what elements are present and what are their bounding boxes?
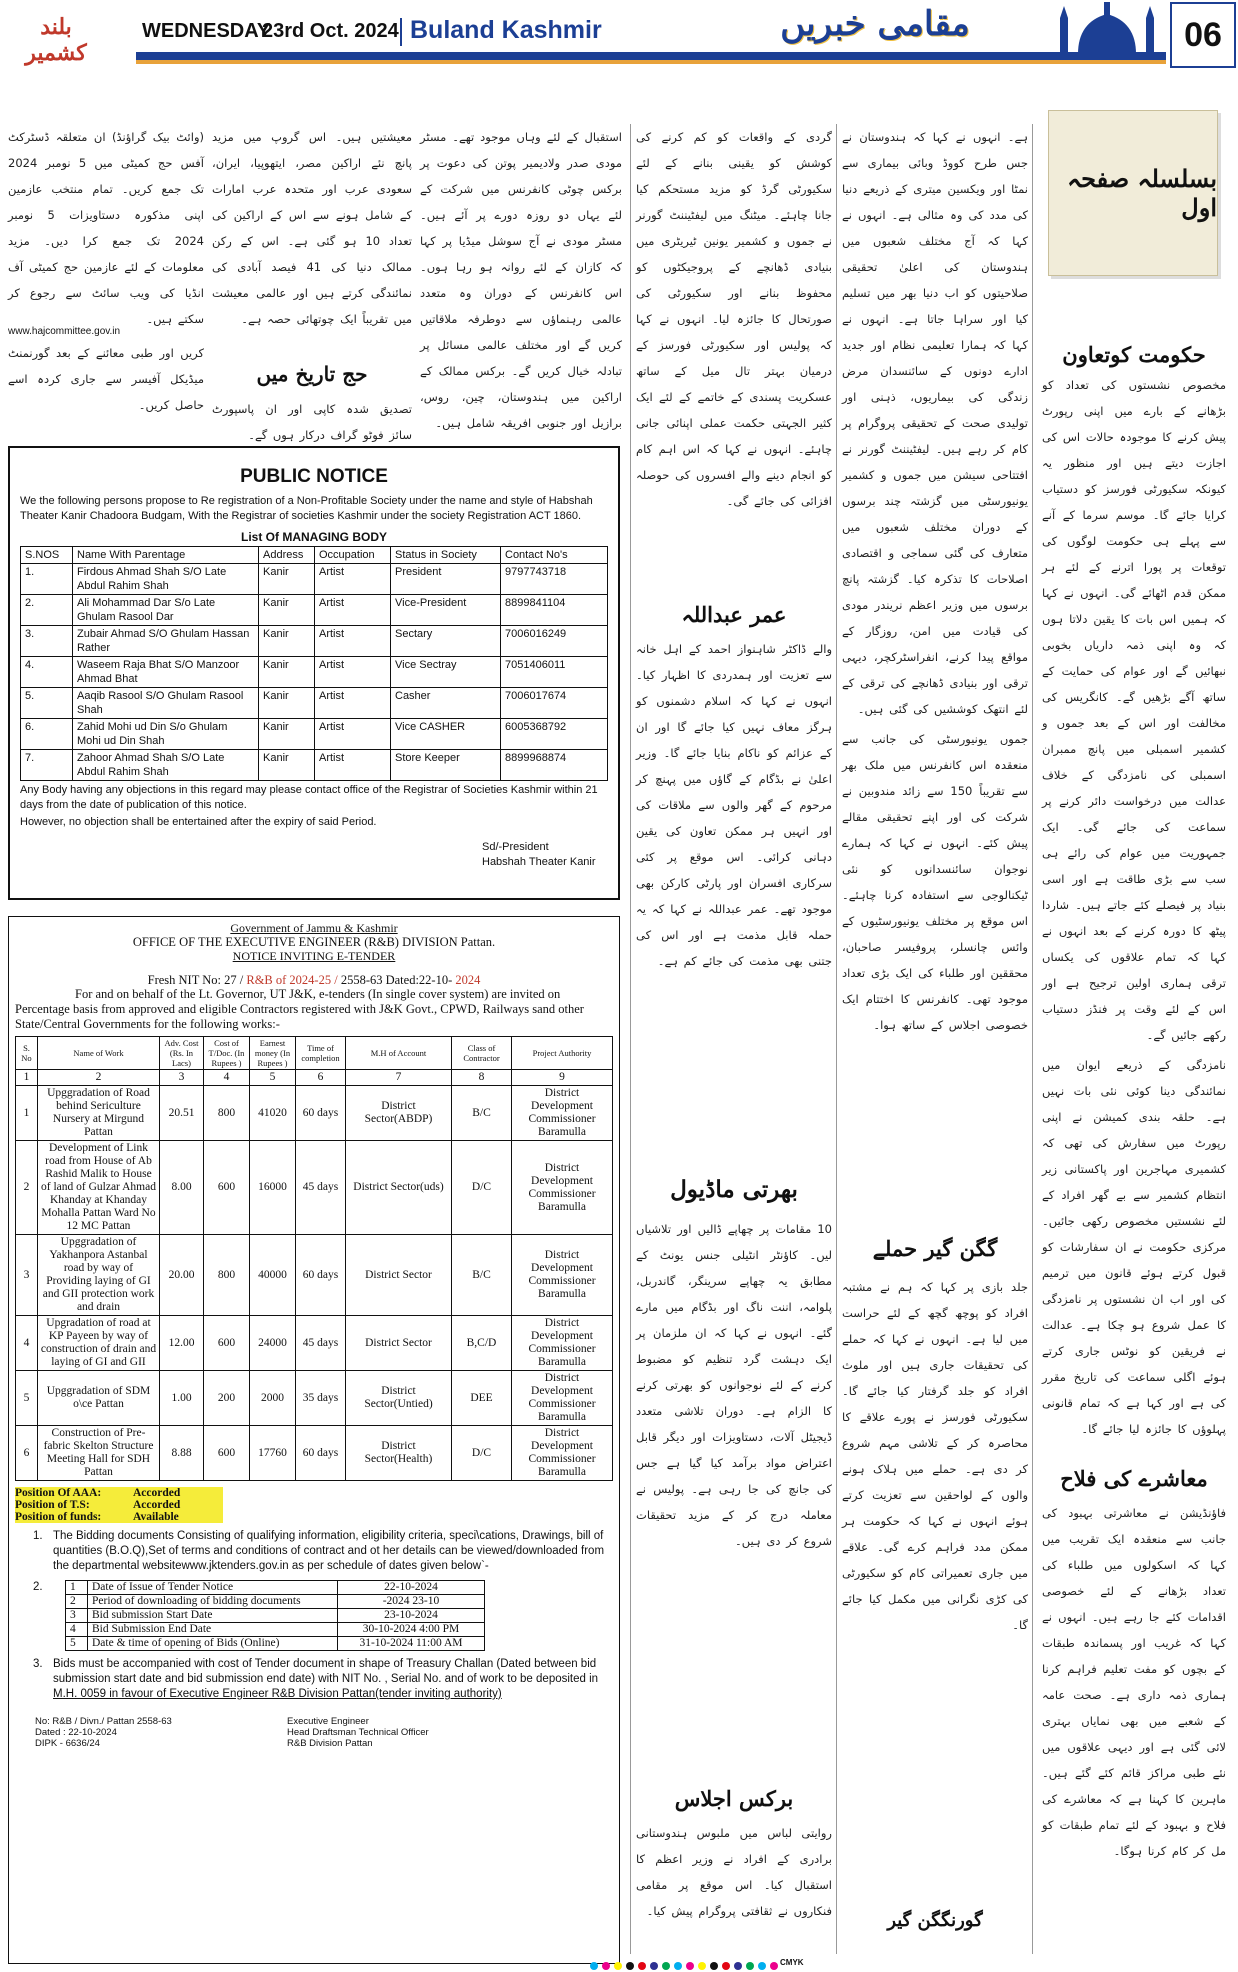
column-number: 9 (512, 1070, 613, 1086)
table-cell: 800 (204, 1086, 250, 1141)
public-notice-footer: Any Body having any objections in this regard may please contact office of the Registrar of Societies Kashmir within 21 days from the date of publication of this notice. (20, 784, 598, 811)
table-cell: Vice CASHER (391, 719, 501, 750)
table-cell: Waseem Raja Bhat S/O Manzoor Ahmad Bhat (73, 657, 259, 688)
position-row (15, 1511, 613, 1523)
table-cell: 45 days (296, 1316, 346, 1371)
table-cell: Store Keeper (391, 750, 501, 781)
registration-dot (662, 1962, 670, 1970)
column-header: Occupation (315, 547, 391, 564)
registration-dot (614, 1962, 622, 1970)
article-text: جموں یونیورسٹی کی جانب سے منعقدہ اس کانفرنس میں ملک بھر سے تقریباً 150 سے زائد مندوبین نے شرکت کی اور اپنے تحقیقی مقالے پیش کئے۔ انہوں نے کہا کہ ہمارے نوجوان سائنسدانوں کو نئی ٹیکنالوجی سے استفادہ کرنا چاہئے۔ اس موقع پر مختلف یونیورسٹیوں کے وائس چانسلر، پروفیسر صاحبان، محققین اور طلباء کی ایک بڑی تعداد موجود تھی۔ کانفرنس کا اختتام ایک خصوصی اجلاس کے ساتھ ہوا۔ (842, 732, 1028, 1032)
column-number: 4 (204, 1070, 250, 1086)
managing-body-table (20, 546, 608, 781)
table-cell: 12.00 (160, 1316, 204, 1371)
table-header-row (21, 547, 608, 564)
footer-line: Head Draftsman Technical Officer (287, 1727, 429, 1738)
table-cell: 7051406011 (501, 657, 608, 688)
table-cell: Date of Issue of Tender Notice (88, 1581, 338, 1595)
table-cell: President (391, 564, 501, 595)
article-column (420, 124, 622, 430)
table-cell: 7006016249 (501, 626, 608, 657)
table-cell: 17760 (250, 1426, 296, 1481)
table-cell: Zahoor Ahmad Shah S/O Late Abdul Rahim Shah (73, 750, 259, 781)
table-cell: Artist (315, 595, 391, 626)
table-cell: Artist (315, 750, 391, 781)
article-text: جلد بازی پر کہا کہ ہم نے مشتبہ افراد کو پوچھ گچھ کے لئے حراست میں لیا ہے۔ انہوں نے کہا کہ حملے کی تحقیقات جاری ہیں اور ملوث افراد کو جلد گرفتار کیا جائے گا۔ سکیورٹی فورسز نے پورے علاقے کا محاصرہ کر کے تلاشی مہم شروع کر دی ہے۔ حملے میں ہلاک ہونے والوں کے لواحقین سے تعزیت کرتے ہوئے انہوں نے کہا کہ حکومت ہر ممکن مدد فراہم کرے گی۔ علاقے میں جاری تعمیراتی کام کو سکیورٹی کی کڑی نگرانی میں مکمل کیا جائے گا۔ (842, 1280, 1028, 1632)
table-row (21, 750, 608, 781)
list-text: M.H. 0059 in favour of Executive Engineer R&B Division Pattan(tender inviting authority) (53, 1688, 502, 1700)
print-marks (0, 1962, 1238, 1972)
table-cell: Upgradation of road at KP Payeen by way of construction of drain and laying of GI and GII (38, 1316, 160, 1371)
registration-dot (722, 1962, 730, 1970)
list-number: 1. (33, 1530, 43, 1542)
table-cell: 20.51 (160, 1086, 204, 1141)
heading-recruitment-module: بھرتی ماڈیول (670, 1176, 798, 1203)
table-cell: Sectary (391, 626, 501, 657)
header-divider (400, 18, 402, 46)
table-cell: 60 days (296, 1086, 346, 1141)
column-header: S. No (16, 1037, 38, 1070)
registration-dot (770, 1962, 778, 1970)
table-cell: Upggradation of SDM o\ce Pattan (38, 1371, 160, 1426)
table-cell: 600 (204, 1426, 250, 1481)
list-text: Bids must be accompanied with cost of Tender document in shape of Treasury Challan (Dated between bid submission start date and bid submission end date) with NIT No. , Serial No. and of work to be deposited in (53, 1658, 599, 1685)
table-cell: Firdous Ahmad Shah S/O Late Abdul Rahim Shah (73, 564, 259, 595)
tender-footer-right (287, 1716, 429, 1749)
table-cell: 2000 (250, 1371, 296, 1426)
table-row (21, 719, 608, 750)
registration-dot (626, 1962, 634, 1970)
nit-part: R&B of 2024-25 / (246, 973, 341, 987)
table-cell: District Development Commissioner Baramulla (512, 1235, 613, 1316)
article-text: فاؤنڈیشن نے معاشرتی بہبود کی جانب سے منعقدہ ایک تقریب میں کہا کہ اسکولوں میں طلباء کی تعداد بڑھانے کے لئے خصوصی اقدامات کئے جا رہے ہیں۔ انہوں نے کہا کہ غریب اور پسماندہ طبقات کے بچوں کو مفت تعلیم فراہم کرنا ہماری ذمہ داری ہے۔ صحت عامہ کے شعبے میں بھی نمایاں بہتری لائی گئی ہے اور دیہی علاقوں میں نئے طبی مراکز قائم کئے گئے ہیں۔ ماہرین کا کہنا ہے کہ معاشرے کی فلاح و بہبود کے لئے تمام طبقات کو مل کر کام کرنا ہوگا۔ (1042, 1506, 1226, 1858)
registration-dot (602, 1962, 610, 1970)
table-cell: 22-10-2024 (338, 1581, 485, 1595)
table-cell: DEE (452, 1371, 512, 1426)
table-cell: Aaqib Rasool S/O Ghulam Rasool Shah (73, 688, 259, 719)
column-number: 5 (250, 1070, 296, 1086)
registration-dot (686, 1962, 694, 1970)
registration-dot (746, 1962, 754, 1970)
table-cell: -2024 23-10 (338, 1595, 485, 1609)
header-stripe-accent (136, 60, 1166, 64)
article-column (1042, 372, 1226, 1436)
table-cell: 5 (16, 1371, 38, 1426)
table-cell: District Sector(uds) (346, 1141, 452, 1235)
table-cell: 9797743718 (501, 564, 608, 595)
tender-conditions (15, 1529, 613, 1702)
table-cell: District Development Commissioner Baramulla (512, 1371, 613, 1426)
table-cell: 800 (204, 1235, 250, 1316)
tender-footer-left (35, 1716, 287, 1749)
table-cell: 2. (21, 595, 73, 626)
heading-hukumat: حکومت کوتعاون (1062, 342, 1206, 367)
table-cell: 35 days (296, 1371, 346, 1426)
masthead (0, 0, 1238, 74)
continued-ribbon: بسلسلہ صفحہ اول (1048, 110, 1218, 276)
article-column (8, 124, 204, 326)
column-header: Adv. Cost (Rs. In Lacs) (160, 1037, 204, 1070)
list-item (33, 1657, 613, 1702)
table-cell: 8899841104 (501, 595, 608, 626)
table-cell: Kanir (259, 657, 315, 688)
page-number: 06 (1170, 2, 1236, 68)
table-cell: Period of downloading of bidding documents (88, 1595, 338, 1609)
table-cell: 5. (21, 688, 73, 719)
table-cell: Ali Mohammad Dar S/o Late Ghulam Rasool Dar (73, 595, 259, 626)
table-cell: Kanir (259, 626, 315, 657)
table-cell: 8.00 (160, 1141, 204, 1235)
tender-notice (8, 916, 620, 1964)
table-cell: 5 (66, 1637, 88, 1651)
table-cell: Development of Link road from House of Ab Rashid Malik to House of land of Gulzar Ahmad Khanday at Khanday Mohalla Pattan Ward No 12 MC Pattan (38, 1141, 160, 1235)
table-cell: 20.00 (160, 1235, 204, 1316)
table-cell: Zahid Mohi ud Din S/o Ghulam Mohi ud Din Shah (73, 719, 259, 750)
nit-part: Fresh NIT No: 27 / (147, 973, 247, 987)
table-cell: 1 (66, 1581, 88, 1595)
table-cell: 1.00 (160, 1371, 204, 1426)
table-cell: 23-10-2024 (338, 1609, 485, 1623)
tender-intro: For and on behalf of the Lt. Governor, UT J&K, e-tenders (In single cover system) are invited on Percentage basis from approved and eligible Contractors registered with J&K Govt., CPWD, Railways sand other State/Central Governments for the following works:- (15, 987, 584, 1031)
article-text: معیشتیں ہیں۔ اس گروپ میں مزید پانچ نئے اراکین مصر، ایتھوپیا، ایران، سعودی عرب اور متحدہ عرب امارات کے شامل ہونے سے اس کے اراکین کی تعداد 10 ہو گئی ہے۔ اس کے رکن ممالک دنیا کی 41 فیصد آبادی کی نمائندگی کرتے ہیں اور عالمی معیشت میں تقریباً ایک چوتھائی حصہ ہے۔ (212, 130, 413, 326)
article-column (1042, 1500, 1226, 1954)
heading-gagangir: گگن گیر حملے (872, 1236, 998, 1261)
article-text: (وائٹ بیک گراؤنڈ) ان متعلقہ ڈسٹرکٹ آفس حج کمیٹی میں 5 نومبر 2024 تک جمع کریں۔ تمام منتخب عازمین اپنی مذکورہ دستاویزات 5 نومبر 2024 تک جمع کرا دیں۔ مزید معلومات کے لئے عازمین حج کمیٹی آف انڈیا کی ویب سائٹ سے رجوع کر سکتے ہیں۔ (8, 130, 204, 326)
table-row (66, 1623, 485, 1637)
table-cell: Vice Sectray (391, 657, 501, 688)
table-cell: Bid submission Start Date (88, 1609, 338, 1623)
table-body (66, 1581, 485, 1651)
article-column (212, 396, 412, 440)
position-label: Position of T.S: (15, 1499, 133, 1511)
list-item (33, 1529, 613, 1574)
table-body (21, 564, 608, 781)
public-notice-footer: However, no objection shall be entertained after the expiry of said Period. (20, 816, 377, 828)
registration-dot (638, 1962, 646, 1970)
table-cell: 600 (204, 1316, 250, 1371)
registration-dot (698, 1962, 706, 1970)
table-cell: 2 (66, 1595, 88, 1609)
table-cell: 8899968874 (501, 750, 608, 781)
section-title: مقامی خبریں (780, 4, 970, 44)
table-body (16, 1086, 613, 1481)
tender-nit-number (15, 973, 613, 987)
footer-line: Dated : 22-10-2024 (35, 1727, 117, 1738)
table-row (21, 688, 608, 719)
article-text: تصدیق شدہ کاپی اور ان پاسپورٹ سائز فوٹو گراف درکار ہوں گے۔ (212, 402, 412, 442)
position-value: Accorded (133, 1487, 223, 1499)
table-cell: District Sector(Health) (346, 1426, 452, 1481)
table-cell: D/C (452, 1426, 512, 1481)
table-cell: 3. (21, 626, 73, 657)
table-cell: 24000 (250, 1316, 296, 1371)
article-column (636, 636, 832, 1156)
table-cell: District Sector (346, 1235, 452, 1316)
table-cell: 7006017674 (501, 688, 608, 719)
heading-governor-gagangir: گورنگگن گیر (887, 1910, 983, 1931)
list-number: 3. (33, 1658, 43, 1670)
table-row (16, 1316, 613, 1371)
table-cell: District Development Commissioner Baramulla (512, 1426, 613, 1481)
header-day: WEDNESDAY (142, 20, 271, 42)
column-number: 8 (452, 1070, 512, 1086)
article-column (8, 340, 204, 440)
table-row (16, 1086, 613, 1141)
table-cell: 6005368792 (501, 719, 608, 750)
position-value: Available (133, 1511, 223, 1523)
column-header: Contact No's (501, 547, 608, 564)
table-cell: 6 (16, 1426, 38, 1481)
column-header: Cost of T/Doc. (In Rupees ) (204, 1037, 250, 1070)
table-cell: 30-10-2024 4:00 PM (338, 1623, 485, 1637)
table-cell: District Development Commissioner Baramulla (512, 1141, 613, 1235)
heading-haj-date: حج تاریخ میں (256, 362, 368, 386)
public-notice-intro: We the following persons propose to Re registration of a Non-Profitable Society under the name and style of Habshah Theater Kanir Chadoora Budgam, With the Registrar of societies Kashmir under the society Registration ACT 1860. (20, 495, 593, 522)
article-column (842, 1274, 1028, 1906)
table-cell: Casher (391, 688, 501, 719)
article-text: ہے۔ انہوں نے کہا کہ ہندوستان نے جس طرح کووڈ وبائی بیماری سے نمٹا اور ویکسین میتری کے ذریعے دنیا کی مدد کی وہ مثالی ہے۔ انہوں نے کہا کہ آج مختلف شعبوں میں ہندوستان کی اعلیٰ تحقیقی صلاحیتوں کو اب دنیا بھر میں تسلیم کیا اور سراہا جاتا ہے۔ انہوں نے کہا کہ ہمارا تعلیمی نظام اور جدید ادارے دونوں کے سائنسدان مرض زندگی کی بیماریوں، ذہنی اور تولیدی صحت کے تحقیقی پروگرام پر کام کر رہے ہیں۔ لیفٹیننٹ گورنر نے افتتاحی سیشن میں جموں و کشمیر یونیورسٹی میں گزشتہ چند برسوں کے دوران مختلف شعبوں میں متعارف کی گئی سماجی و اقتصادی اصلاحات کا تذکرہ کیا۔ گزشتہ پانچ برسوں میں وزیر اعظم نریندر مودی کی قیادت میں امن، روزگار کے مواقع پیدا کرنے، انفراسٹرکچر، دیہی ترقی اور بنیادی ڈھانچے کی ترقی کے لئے انتھک کوششیں کی گئی ہیں۔ (842, 130, 1028, 716)
table-cell: Kanir (259, 688, 315, 719)
managing-body-title: List Of MANAGING BODY (241, 530, 387, 544)
table-cell: Kanir (259, 750, 315, 781)
column-header: Status in Society (391, 547, 501, 564)
column-number: 6 (296, 1070, 346, 1086)
article-text: نامزدگی کے ذریعے ایوان میں نمائندگی دینا کوئی نئی بات نہیں ہے۔ حلقہ بندی کمیشن نے اپنی رپورٹ میں سفارش کی تھی کہ کشمیری مہاجرین اور پاکستانی زیر انتظام کشمیر سے بے گھر افراد کے لئے نشستیں مخصوص رکھی جائیں۔ مرکزی حکومت نے ان سفارشات کو قبول کرتے ہوئے قانون میں ترمیم کی اور اب ان نشستوں پر نامزدگی کا عمل شروع ہو چکا ہے۔ عدالت نے فریقین کو نوٹس جاری کرتے ہوئے اگلی سماعت کی تاریخ مقرر کی ہے اور کہا ہے کہ تمام قانونی پہلوؤں کا جائزہ لیا جائے گا۔ (1042, 1058, 1226, 1436)
tender-heading: NOTICE INVITING E-TENDER (232, 949, 396, 963)
nit-part: 2024 (455, 973, 481, 987)
table-cell: Date & time of opening of Bids (Online) (88, 1637, 338, 1651)
article-column (636, 1820, 832, 1954)
table-cell: 4. (21, 657, 73, 688)
footer-line: No: R&B / Divn./ Pattan 2558-63 (35, 1716, 172, 1727)
table-cell: Upggradation of Yakhanpora Astanbal road by way of Providing laying of GI and GII protection work and drain (38, 1235, 160, 1316)
header-date: 23rd Oct. 2024 (262, 20, 399, 42)
table-number-row (16, 1070, 613, 1086)
haj-website: www.hajcommittee.gov.in (8, 326, 121, 337)
tender-govt: Government of Jammu & Kashmir (230, 921, 398, 935)
table-cell: Artist (315, 564, 391, 595)
column-header: S.NOS (21, 547, 73, 564)
table-cell: District Sector(Untied) (346, 1371, 452, 1426)
table-row (21, 626, 608, 657)
table-cell: 1. (21, 564, 73, 595)
column-number: 3 (160, 1070, 204, 1086)
registration-dot (710, 1962, 718, 1970)
table-row (16, 1371, 613, 1426)
column-rule (630, 124, 631, 1954)
works-table (15, 1036, 613, 1481)
footer-line: Executive Engineer (287, 1716, 369, 1727)
table-cell: District Sector (346, 1316, 452, 1371)
column-header: Name With Parentage (73, 547, 259, 564)
nit-part: 2558-63 Dated:22-10- (340, 973, 456, 987)
table-cell: Construction of Pre-fabric Skelton Structure Meeting Hall for SDH Pattan (38, 1426, 160, 1481)
newspaper-logo: بلند کشمیر (25, 14, 87, 66)
table-cell: B,C/D (452, 1316, 512, 1371)
signature-line: Habshah Theater Kanir (482, 856, 596, 868)
article-text: 10 مقامات پر چھاپے ڈالیں اور تلاشیاں لیں۔ کاؤنٹر انٹیلی جنس یونٹ کے مطابق یہ چھاپے سرینگر، گاندربل، پلوامہ، اننت ناگ اور بڈگام میں مارے گئے۔ انہوں نے کہا کہ ان ملزمان پر ایک دہشت گرد تنظیم کو مضبوط کرنے کے لئے نوجوانوں کو بھرتی کرنے کا الزام ہے۔ دوران تلاشی متعدد ڈیجیٹل آلات، دستاویزات اور دیگر قابل اعتراض مواد برآمد کیا گیا ہے جس کی جانچ کی جا رہی ہے۔ پولیس نے معاملہ درج کر کے مزید تحقیقات شروع کر دی ہیں۔ (636, 1222, 832, 1548)
header-paper-name: Buland Kashmir (410, 16, 602, 44)
table-cell: Bid Submission End Date (88, 1623, 338, 1637)
table-cell: 16000 (250, 1141, 296, 1235)
position-row (15, 1487, 613, 1499)
column-number: 2 (38, 1070, 160, 1086)
table-row (66, 1637, 485, 1651)
column-header: Project Authority (512, 1037, 613, 1070)
table-cell: 60 days (296, 1426, 346, 1481)
table-cell: 2 (16, 1141, 38, 1235)
signature-line: Sd/-President (482, 841, 549, 853)
column-number: 1 (16, 1070, 38, 1086)
position-value: Accorded (133, 1499, 223, 1511)
table-row (21, 595, 608, 626)
table-cell: 600 (204, 1141, 250, 1235)
table-cell: District Development Commissioner Baramulla (512, 1086, 613, 1141)
list-number: 2. (33, 1581, 43, 1593)
table-cell: Kanir (259, 719, 315, 750)
table-cell: B/C (452, 1235, 512, 1316)
heading-muashre: معاشرے کی فلاح (1060, 1466, 1208, 1491)
table-cell: 8.88 (160, 1426, 204, 1481)
table-cell: 7. (21, 750, 73, 781)
heading-omar-abdullah: عمر عبداللہ (681, 602, 787, 627)
table-cell: 1 (16, 1086, 38, 1141)
table-cell: Artist (315, 626, 391, 657)
article-text: گردی کے واقعات کو کم کرنے کی کوشش کو یقینی بنانے کے لئے سکیورٹی گرڈ کو مزید مستحکم کیا جانا چاہئے۔ میٹنگ میں لیفٹیننٹ گورنر نے جموں و کشمیر یونین ٹیریٹری میں بنیادی ڈھانچے کے پروجیکٹوں کو محفوظ بنانے اور سکیورٹی کی صورتحال کا جائزہ لیا۔ انہوں نے کہا کہ پولیس اور سکیورٹی فورسز کے درمیان بہتر تال میل کے ساتھ عسکریت پسندی کے خاتمے کے لئے ایک کثیر الجہتی حکمت عملی اپنائی جانی چاہئے۔ انہوں نے کہا کہ اس اہم کام کو انجام دینے والے افسروں کی حوصلہ افزائی کی جائے گی۔ (636, 130, 832, 508)
footer-line: R&B Division Pattan (287, 1738, 373, 1749)
table-row (21, 564, 608, 595)
table-cell: Artist (315, 688, 391, 719)
table-cell: 41020 (250, 1086, 296, 1141)
registration-dot (590, 1962, 598, 1970)
column-header: Earnest money (In Rupees ) (250, 1037, 296, 1070)
article-text: والے ڈاکٹر شاہنواز احمد کے اہل خانہ سے تعزیت اور ہمدردی کا اظہار کیا۔ انہوں نے کہا کہ اسلام دشمنوں کو ہرگز معاف نہیں کیا جائے گا اور ان کے عزائم کو ناکام بنایا جائے گا۔ وزیر اعلیٰ نے بڈگام کے گاؤں میں پہنچ کر مرحوم کے گھر والوں سے ملاقات کی اور انہیں ہر ممکن تعاون کی یقین دہانی کرائی۔ اس موقع پر کئی سرکاری افسران اور پارٹی کارکن بھی موجود تھے۔ عمر عبداللہ نے کہا کہ یہ حملہ قابل مذمت ہے اور اس کی جتنی بھی مذمت کی جائے کم ہے۔ (636, 642, 832, 968)
table-cell: 60 days (296, 1235, 346, 1316)
table-row (66, 1609, 485, 1623)
position-label: Position Of AAA: (15, 1487, 133, 1499)
table-cell: Artist (315, 719, 391, 750)
table-cell: 45 days (296, 1141, 346, 1235)
cmyk-label: CMYK (780, 1958, 804, 1967)
table-cell: 3 (16, 1235, 38, 1316)
table-cell: 31-10-2024 11:00 AM (338, 1637, 485, 1651)
column-rule (1032, 124, 1033, 1954)
registration-dot (674, 1962, 682, 1970)
tender-office: OFFICE OF THE EXECUTIVE ENGINEER (R&B) DIVISION Pattan. (132, 935, 496, 949)
table-cell: D/C (452, 1141, 512, 1235)
public-notice (8, 446, 620, 900)
table-cell: Zubair Ahmad S/O Ghulam Hassan Rather (73, 626, 259, 657)
table-cell: 3 (66, 1609, 88, 1623)
positions-block (15, 1487, 613, 1523)
table-row (16, 1426, 613, 1481)
table-cell: 200 (204, 1371, 250, 1426)
article-column (212, 124, 413, 326)
table-cell: Artist (315, 657, 391, 688)
list-item (33, 1580, 613, 1651)
column-number: 7 (346, 1070, 452, 1086)
signature-block (482, 840, 608, 870)
list-text: The Bidding documents Consisting of qualifying information, eligibility criteria, speci\cations, Drawings, bill of quantities (B.O.Q),Set of terms and conditions of contract and ot her details can be viewed/downloaded from the departmental websitewww.jktenders.gov.in as per schedule of dates given below`- (53, 1530, 605, 1572)
table-cell: Vice-President (391, 595, 501, 626)
schedule-table (65, 1580, 485, 1651)
article-column (842, 124, 1028, 1148)
table-cell: District Sector(ABDP) (346, 1086, 452, 1141)
table-cell: 6. (21, 719, 73, 750)
column-header: M.H of Account (346, 1037, 452, 1070)
table-row (66, 1581, 485, 1595)
table-cell: 4 (16, 1316, 38, 1371)
table-cell: 4 (66, 1623, 88, 1637)
heading-brics: برکس اجلاس (674, 1786, 794, 1811)
tender-footer (15, 1716, 613, 1749)
public-notice-title: PUBLIC NOTICE (240, 466, 388, 487)
table-row (16, 1141, 613, 1235)
registration-dot (650, 1962, 658, 1970)
table-cell: B/C (452, 1086, 512, 1141)
column-header: Name of Work (38, 1037, 160, 1070)
table-row (21, 657, 608, 688)
table-header-row (16, 1037, 613, 1070)
column-header: Class of Contractor (452, 1037, 512, 1070)
column-rule (836, 124, 837, 1954)
article-text: روایتی لباس میں ملبوس ہندوستانی برادری کے افراد نے وزیر اعظم کا استقبال کیا۔ اس موقع پر مقامی فنکاروں نے ثقافتی پروگرام پیش کیا۔ (636, 1826, 832, 1918)
registration-dot (758, 1962, 766, 1970)
article-text: مخصوص نشستوں کی تعداد کو بڑھانے کے بارے میں اپنی رپورٹ پیش کرنے کا موجودہ حالات اس کی اجازت دیتے ہیں اور منظور یہ کیونکہ سکیورٹی فورسز کو دستیاب کرایا جائے گا۔ موسم سرما کے آنے سے پہلے ہی حکومت لوگوں کی توقعات پر پورا اترنے کے لئے ہر ممکن قدم اٹھائے گی۔ انہوں نے کہا کہ ہمیں اس بات کا یقین دلاتا ہوں کہ وہ اپنی ذمہ داریاں بخوبی نبھائیں گے اور عوام کی حمایت کے ساتھ آگے بڑھیں گے۔ کانگریس کی مخالفت اور اس کے بعد جموں و کشمیر اسمبلی میں پانچ ممبران اسمبلی کی نامزدگی کے خلاف عدالت میں درخواست دائر کرنے پر سماعت کی جائے گی۔ ایک جمہوریت میں عوام کی رائے ہی سب سے بڑی طاقت ہے اور اسی بنیاد پر فیصلے کئے جاتے ہیں۔ شاردا پیٹھ کا دورہ کرنے کے بعد انہوں نے کہا کہ تمام علاقوں کی یکساں ترقی ہماری اولین ترجیح ہے اور اس کے لئے وقت پر فنڈز دستیاب رکھے جائیں گے۔ (1042, 378, 1226, 1042)
table-cell: Upggradation of Road behind Sericulture Nursery at Mirgund Pattan (38, 1086, 160, 1141)
table-row (16, 1235, 613, 1316)
article-text: کریں اور طبی معائنے کے بعد گورنمنٹ میڈیکل آفیسر سے جاری کردہ اسے حاصل کریں۔ (8, 346, 204, 412)
position-row (15, 1499, 613, 1511)
mosque-icon (1048, 0, 1166, 60)
article-column (636, 1216, 832, 1736)
column-header: Address (259, 547, 315, 564)
table-row (66, 1595, 485, 1609)
table-cell: Kanir (259, 595, 315, 626)
table-cell: 40000 (250, 1235, 296, 1316)
position-label: Position of funds: (15, 1511, 133, 1523)
column-header: Time of completion (296, 1037, 346, 1070)
footer-line: DIPK - 6636/24 (35, 1738, 100, 1749)
registration-dot (734, 1962, 742, 1970)
table-cell: Kanir (259, 564, 315, 595)
table-cell: District Development Commissioner Baramulla (512, 1316, 613, 1371)
article-text: استقبال کے لئے وہاں موجود تھے۔ مسٹر مودی صدر ولادیمیر پوتن کی دعوت پر برکس چوٹی کانفرنس میں شرکت کے لئے یہاں دو روزہ دورے پر آئے ہیں۔ مسٹر مودی نے آج سوشل میڈیا پر کہا کہ کازان کے لئے روانہ ہو رہا ہوں۔ اس کانفرنس کے دوران وہ متعدد عالمی رہنماؤں سے دوطرفہ ملاقاتیں کریں گے اور مختلف عالمی مسائل پر تبادلہ خیال کریں گے۔ برکس ممالک کے اراکین میں ہندوستان، چین، روس، برازیل اور جنوبی افریقہ شامل ہیں۔ (420, 130, 622, 430)
